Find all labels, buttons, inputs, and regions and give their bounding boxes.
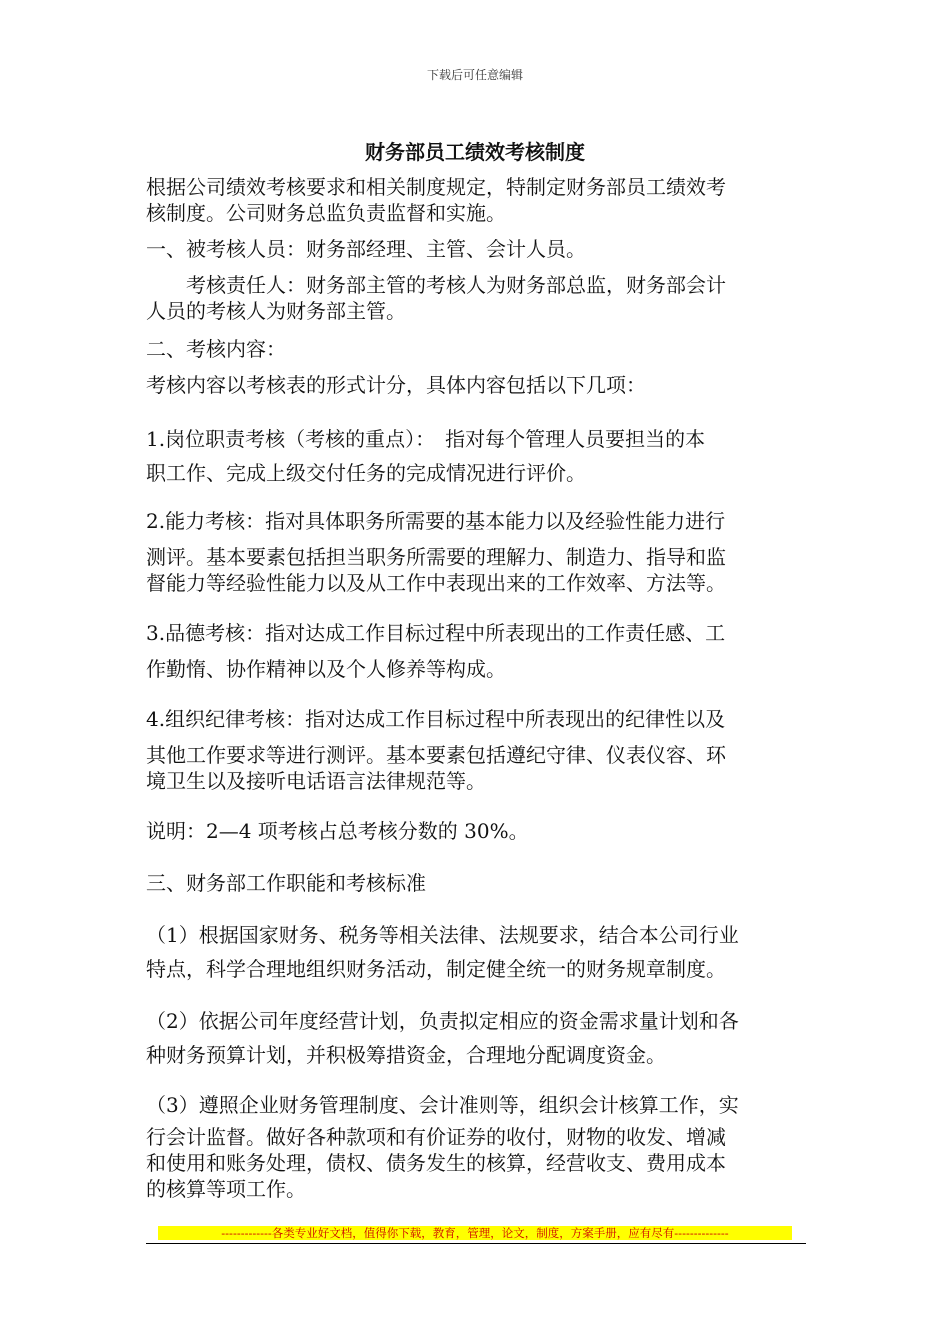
text-line: 4.组织纪律考核：指对达成工作目标过程中所表现出的纪律性以及 (146, 707, 726, 731)
text-line: （3）遵照企业财务管理制度、会计准则等，组织会计核算工作，实 (146, 1093, 739, 1117)
text-line: 的核算等项工作。 (146, 1177, 306, 1201)
text-line: 1.岗位职责考核（考核的重点）： 指对每个管理人员要担当的本 (146, 427, 706, 451)
text-line: 行会计监督。做好各种款项和有价证券的收付，财物的收发、增减 (146, 1125, 726, 1149)
text-line: 根据公司绩效考核要求和相关制度规定，特制定财务部员工绩效考 (146, 175, 726, 199)
text-line: 作勤惰、协作精神以及个人修养等构成。 (146, 657, 506, 681)
text-line: 测评。基本要素包括担当职务所需要的理解力、制造力、指导和监 (146, 545, 726, 569)
paragraph-section-3 (146, 870, 810, 896)
text-line: 二、考核内容： (146, 337, 286, 361)
footer-divider (146, 1243, 806, 1244)
paragraph-item-1 (146, 422, 810, 490)
text-line: 考核责任人：财务部主管的考核人为财务部总监，财务部会计 (146, 273, 726, 297)
text-line: 特点，科学合理地组织财务活动，制定健全统一的财务规章制度。 (146, 957, 726, 981)
text-line: 督能力等经验性能力以及从工作中表现出来的工作效率、方法等。 (146, 571, 726, 595)
text-line: 种财务预算计划，并积极筹措资金，合理地分配调度资金。 (146, 1043, 666, 1067)
text-line: 考核内容以考核表的形式计分，具体内容包括以下几项： (146, 373, 646, 397)
text-line: （1）根据国家财务、税务等相关法律、法规要求，结合本公司行业 (146, 923, 739, 947)
footer-banner: -------------各类专业好文档，值得你下载，教育，管理，论文，制度，方案手册，应有尽有-------------- (158, 1226, 792, 1240)
text-line: 说明：2—4 项考核占总考核分数的 30%。 (146, 819, 529, 843)
text-line: 2.能力考核：指对具体职务所需要的基本能力以及经验性能力进行 (146, 509, 726, 533)
paragraph-note (146, 818, 810, 844)
text-line: 境卫生以及接听电话语言法律规范等。 (146, 769, 486, 793)
text-line: （2）依据公司年度经营计划，负责拟定相应的资金需求量计划和各 (146, 1009, 739, 1033)
paragraph-item-2 (146, 508, 810, 596)
document-title: 财务部员工绩效考核制度 (365, 140, 585, 164)
paragraph-item-3 (146, 620, 810, 682)
text-line: 职工作、完成上级交付任务的完成情况进行评价。 (146, 461, 586, 485)
text-line: 其他工作要求等进行测评。基本要素包括遵纪守律、仪表仪容、环 (146, 743, 726, 767)
paragraph-section-1 (146, 236, 810, 262)
text-line: 和使用和账务处理，债权、债务发生的核算，经营收支、费用成本 (146, 1151, 726, 1175)
page-header: 下载后可任意编辑 (426, 68, 523, 82)
paragraph-item-4 (146, 706, 810, 794)
paragraph-duty-1 (146, 918, 810, 986)
paragraph-responsible (146, 272, 810, 324)
text-line: 3.品德考核：指对达成工作目标过程中所表现出的工作责任感、工 (146, 621, 726, 645)
paragraph-content-intro (146, 372, 810, 398)
text-line: 人员的考核人为财务部主管。 (146, 299, 406, 323)
paragraph-duty-2 (146, 1004, 810, 1072)
text-line: 三、财务部工作职能和考核标准 (146, 871, 426, 895)
text-line: 一、被考核人员：财务部经理、主管、会计人员。 (146, 237, 586, 261)
paragraph-intro (146, 174, 810, 226)
paragraph-section-2 (146, 336, 810, 362)
paragraph-duty-3 (146, 1092, 810, 1202)
text-line: 核制度。公司财务总监负责监督和实施。 (146, 201, 506, 225)
